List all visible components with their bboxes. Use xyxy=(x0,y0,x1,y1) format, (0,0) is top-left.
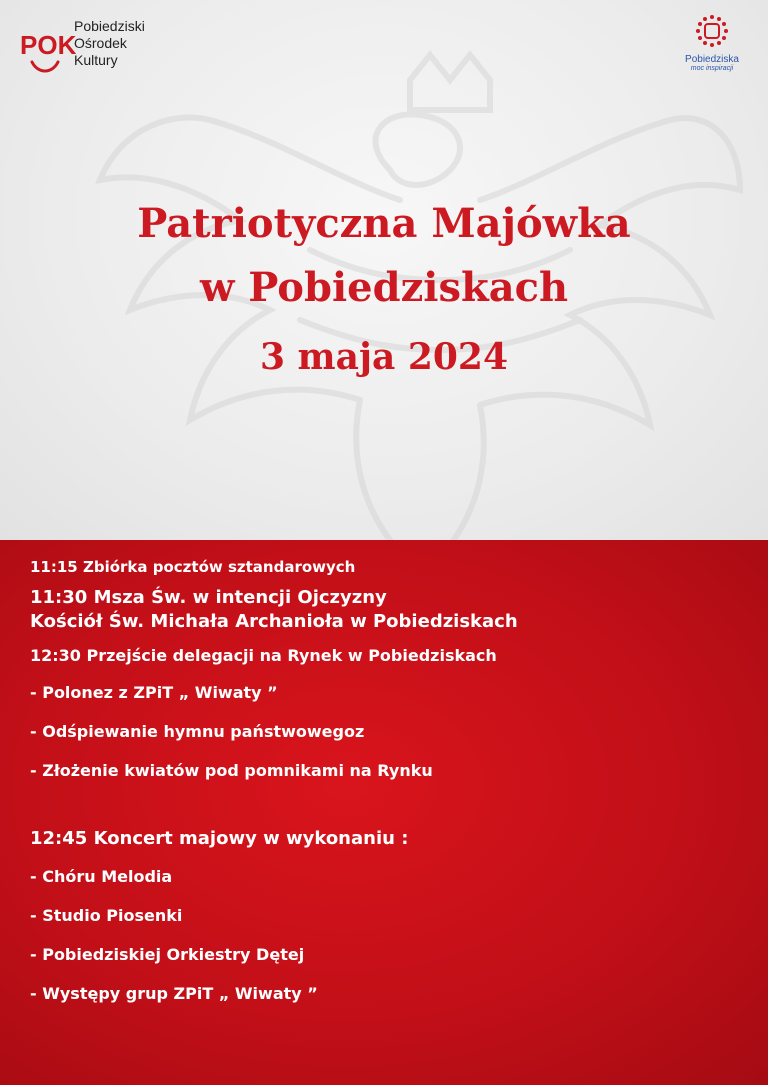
program-item: - Odśpiewanie hymnu państwowegoz xyxy=(30,722,365,741)
program-item: - Złożenie kwiatów pod pomnikami na Rynku xyxy=(30,761,433,780)
program-item: - Występy grup ZPiT „ Wiwaty ” xyxy=(30,984,318,1003)
logo-line-2: Ośrodek xyxy=(74,35,127,51)
svg-text:POK: POK xyxy=(20,30,77,60)
logo-line-3: Kultury xyxy=(74,52,118,68)
sun-logo-icon xyxy=(695,14,729,48)
pobiedziska-logo xyxy=(676,14,748,72)
program-item: 12:30 Przejście delegacji na Rynek w Pobiedziskach xyxy=(30,646,497,665)
pok-logo-icon xyxy=(18,18,77,78)
title-line-2: w Pobiedziskach xyxy=(199,264,569,311)
white-band xyxy=(0,0,768,540)
program-item: - Polonez z ZPiT „ Wiwaty ” xyxy=(30,683,278,702)
program-item: - Pobiedziskiej Orkiestry Dętej xyxy=(30,945,305,964)
brand-name: Pobiedziska xyxy=(685,54,739,65)
program-list xyxy=(30,558,750,1003)
program-item: 11:30 Msza Św. w intencji Ojczyzny xyxy=(30,587,387,608)
program-item: 12:45 Koncert majowy w wykonaniu : xyxy=(30,828,409,849)
title-line-1: Patriotyczna Majówka xyxy=(137,200,631,247)
program-item: 11:15 Zbiórka pocztów sztandarowych xyxy=(30,558,356,576)
program-item: - Studio Piosenki xyxy=(30,906,183,925)
pok-logo xyxy=(18,18,145,78)
program-item: - Chóru Melodia xyxy=(30,867,173,886)
event-date: 3 maja 2024 xyxy=(259,336,509,378)
brand-tagline: moc inspiracji xyxy=(690,65,734,72)
program-item: Kościół Św. Michała Archanioła w Pobiedziskach xyxy=(30,611,518,632)
logo-line-1: Pobiedziski xyxy=(74,18,145,34)
